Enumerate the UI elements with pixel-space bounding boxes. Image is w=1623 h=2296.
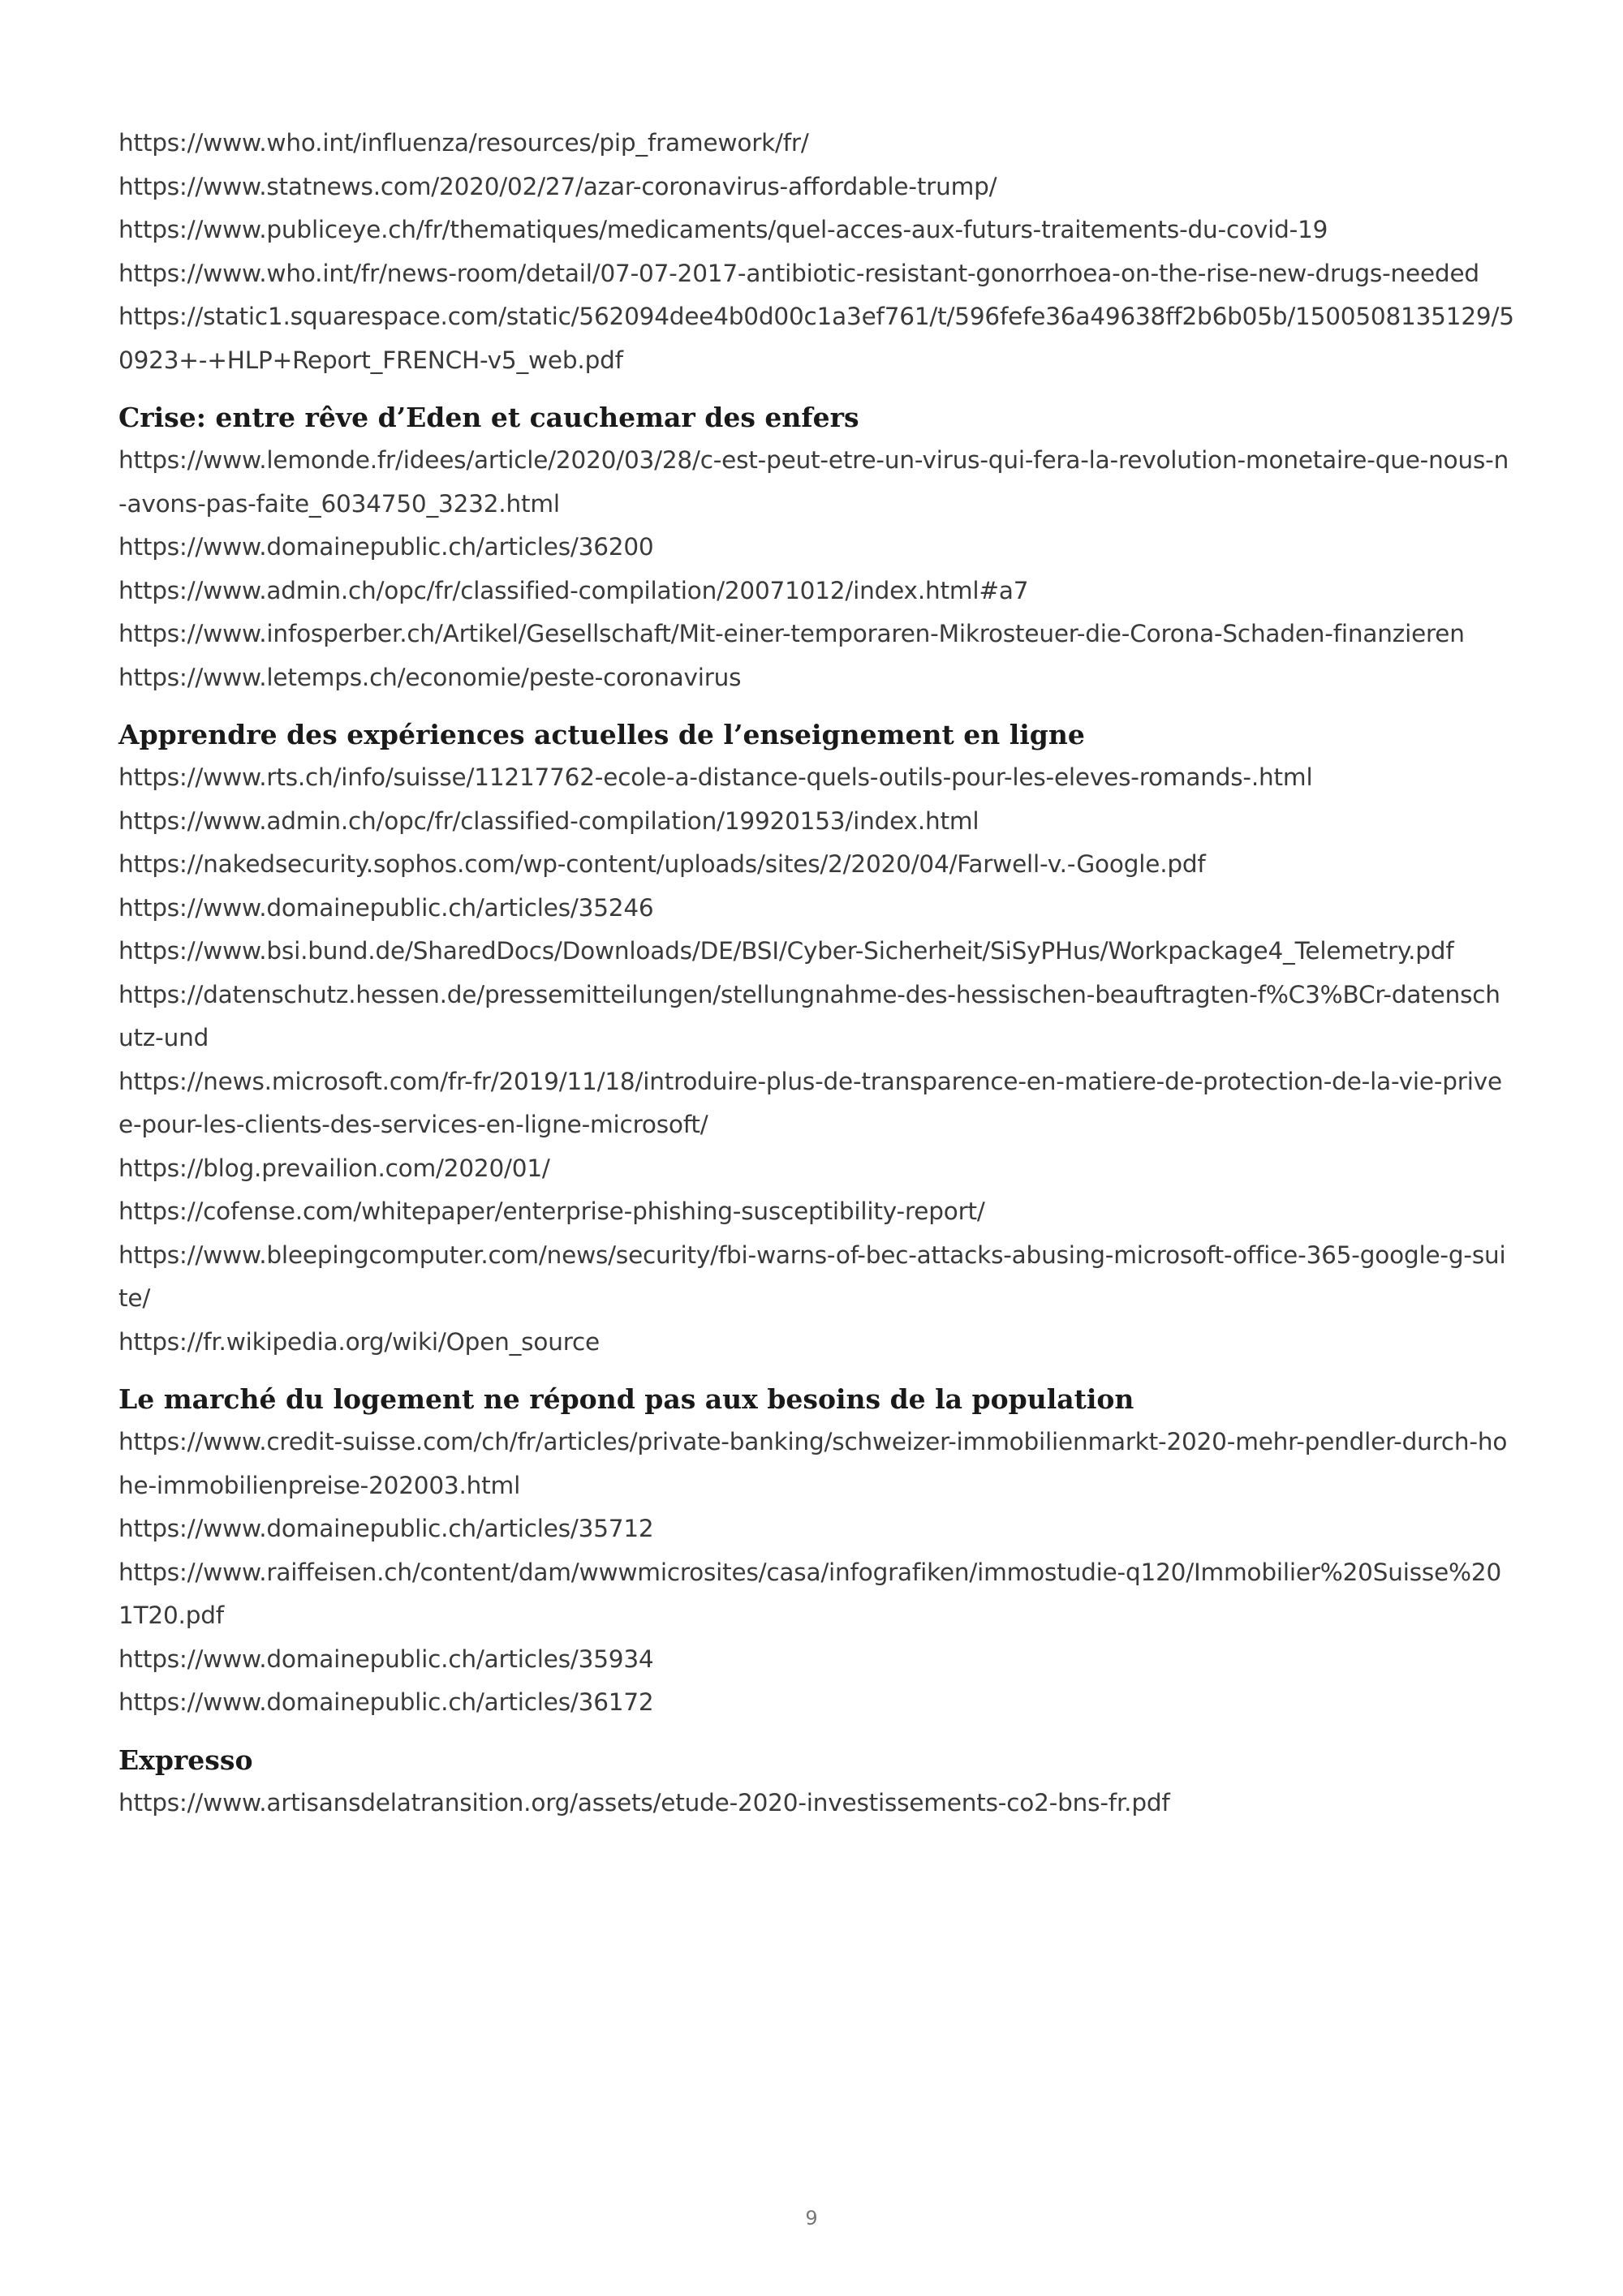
reference-link[interactable]: https://www.admin.ch/opc/fr/classified-compilation/20071012/index.html#a7 <box>118 576 1029 604</box>
reference-link[interactable]: https://www.raiffeisen.ch/content/dam/wwwmicrosites/casa/infografiken/immostudie-q120/Immobilier%20Suisse%201T20.pdf <box>118 1558 1502 1629</box>
reference-link[interactable]: https://news.microsoft.com/fr-fr/2019/11/18/introduire-plus-de-transparence-en-matiere-de-protection-de-la-vie-privee-pour-les-clients-des-services-en-ligne-microsoft/ <box>118 1067 1502 1138</box>
reference-link-list <box>118 439 1514 699</box>
reference-link-list <box>118 1421 1514 1725</box>
reference-link[interactable]: https://www.admin.ch/opc/fr/classified-compilation/19920153/index.html <box>118 806 979 835</box>
reference-link[interactable]: https://www.domainepublic.ch/articles/36200 <box>118 533 654 561</box>
reference-link[interactable]: https://www.who.int/fr/news-room/detail/07-07-2017-antibiotic-resistant-gonorrhoea-on-the-rise-new-drugs-needed <box>118 259 1479 287</box>
reference-section <box>118 122 1514 382</box>
page-content <box>118 122 1514 1825</box>
section-heading: Expresso <box>118 1743 253 1776</box>
reference-link[interactable]: https://www.rts.ch/info/suisse/11217762-ecole-a-distance-quels-outils-pour-les-eleves-romands-.html <box>118 763 1313 791</box>
reference-link-list <box>118 1782 1514 1825</box>
reference-link[interactable]: https://www.publiceye.ch/fr/thematiques/medicaments/quel-acces-aux-futurs-traitements-du-covid-19 <box>118 216 1328 243</box>
reference-section <box>118 1739 1514 1825</box>
section-heading: Crise: entre rêve d’Eden et cauchemar des enfers <box>118 402 859 433</box>
reference-link-list <box>118 122 1514 382</box>
reference-section <box>118 714 1514 1364</box>
reference-link[interactable]: https://www.domainepublic.ch/articles/36172 <box>118 1688 654 1716</box>
reference-link[interactable]: https://datenschutz.hessen.de/pressemitteilungen/stellungnahme-des-hessischen-beauftragten-f%C3%BCr-datenschutz-und <box>118 980 1500 1051</box>
reference-link[interactable]: https://www.bleepingcomputer.com/news/security/fbi-warns-of-bec-attacks-abusing-microsoft-office-365-google-g-suite/ <box>118 1240 1506 1312</box>
reference-link[interactable]: https://www.domainepublic.ch/articles/35246 <box>118 893 654 922</box>
reference-link-list <box>118 756 1514 1364</box>
reference-section <box>118 1378 1514 1725</box>
section-heading: Apprendre des expériences actuelles de l’enseignement en ligne <box>118 719 1085 750</box>
reference-link[interactable]: https://www.letemps.ch/economie/peste-coronavirus <box>118 663 742 691</box>
reference-link[interactable]: https://www.lemonde.fr/idees/article/2020/03/28/c-est-peut-etre-un-virus-qui-fera-la-revolution-monetaire-que-nous-n-avons-pas-faite_6034750_3232.html <box>118 446 1509 518</box>
reference-link[interactable]: https://www.credit-suisse.com/ch/fr/articles/private-banking/schweizer-immobilienmarkt-2020-mehr-pendler-durch-hohe-immobilienpreise-202003.html <box>118 1428 1508 1499</box>
reference-link[interactable]: https://static1.squarespace.com/static/562094dee4b0d00c1a3ef761/t/596fefe36a49638ff2b6b05b/1500508135129/50923+-+HLP+Report_FRENCH-v5_web.pdf <box>118 303 1514 374</box>
reference-link[interactable]: https://blog.prevailion.com/2020/01/ <box>118 1154 550 1182</box>
section-heading: Le marché du logement ne répond pas aux besoins de la population <box>118 1383 1134 1415</box>
reference-link[interactable]: https://fr.wikipedia.org/wiki/Open_source <box>118 1327 600 1356</box>
page-number: 9 <box>805 2207 818 2229</box>
reference-link[interactable]: https://www.statnews.com/2020/02/27/azar-coronavirus-affordable-trump/ <box>118 172 997 200</box>
reference-link[interactable]: https://www.bsi.bund.de/SharedDocs/Downloads/DE/BSI/Cyber-Sicherheit/SiSyPHus/Workpackage4_Telemetry.pdf <box>118 937 1454 965</box>
reference-link[interactable]: https://www.who.int/influenza/resources/pip_framework/fr/ <box>118 129 809 157</box>
reference-link[interactable]: https://www.infosperber.ch/Artikel/Gesellschaft/Mit-einer-temporaren-Mikrosteuer-die-Corona-Schaden-finanzieren <box>118 620 1465 647</box>
reference-link[interactable]: https://cofense.com/whitepaper/enterprise-phishing-susceptibility-report/ <box>118 1197 985 1225</box>
reference-link[interactable]: https://nakedsecurity.sophos.com/wp-content/uploads/sites/2/2020/04/Farwell-v.-Google.pdf <box>118 850 1206 878</box>
reference-link[interactable]: https://www.artisansdelatransition.org/assets/etude-2020-investissements-co2-bns-fr.pdf <box>118 1788 1170 1817</box>
reference-link[interactable]: https://www.domainepublic.ch/articles/35934 <box>118 1645 654 1673</box>
reference-link[interactable]: https://www.domainepublic.ch/articles/35712 <box>118 1515 654 1542</box>
reference-section <box>118 397 1514 699</box>
